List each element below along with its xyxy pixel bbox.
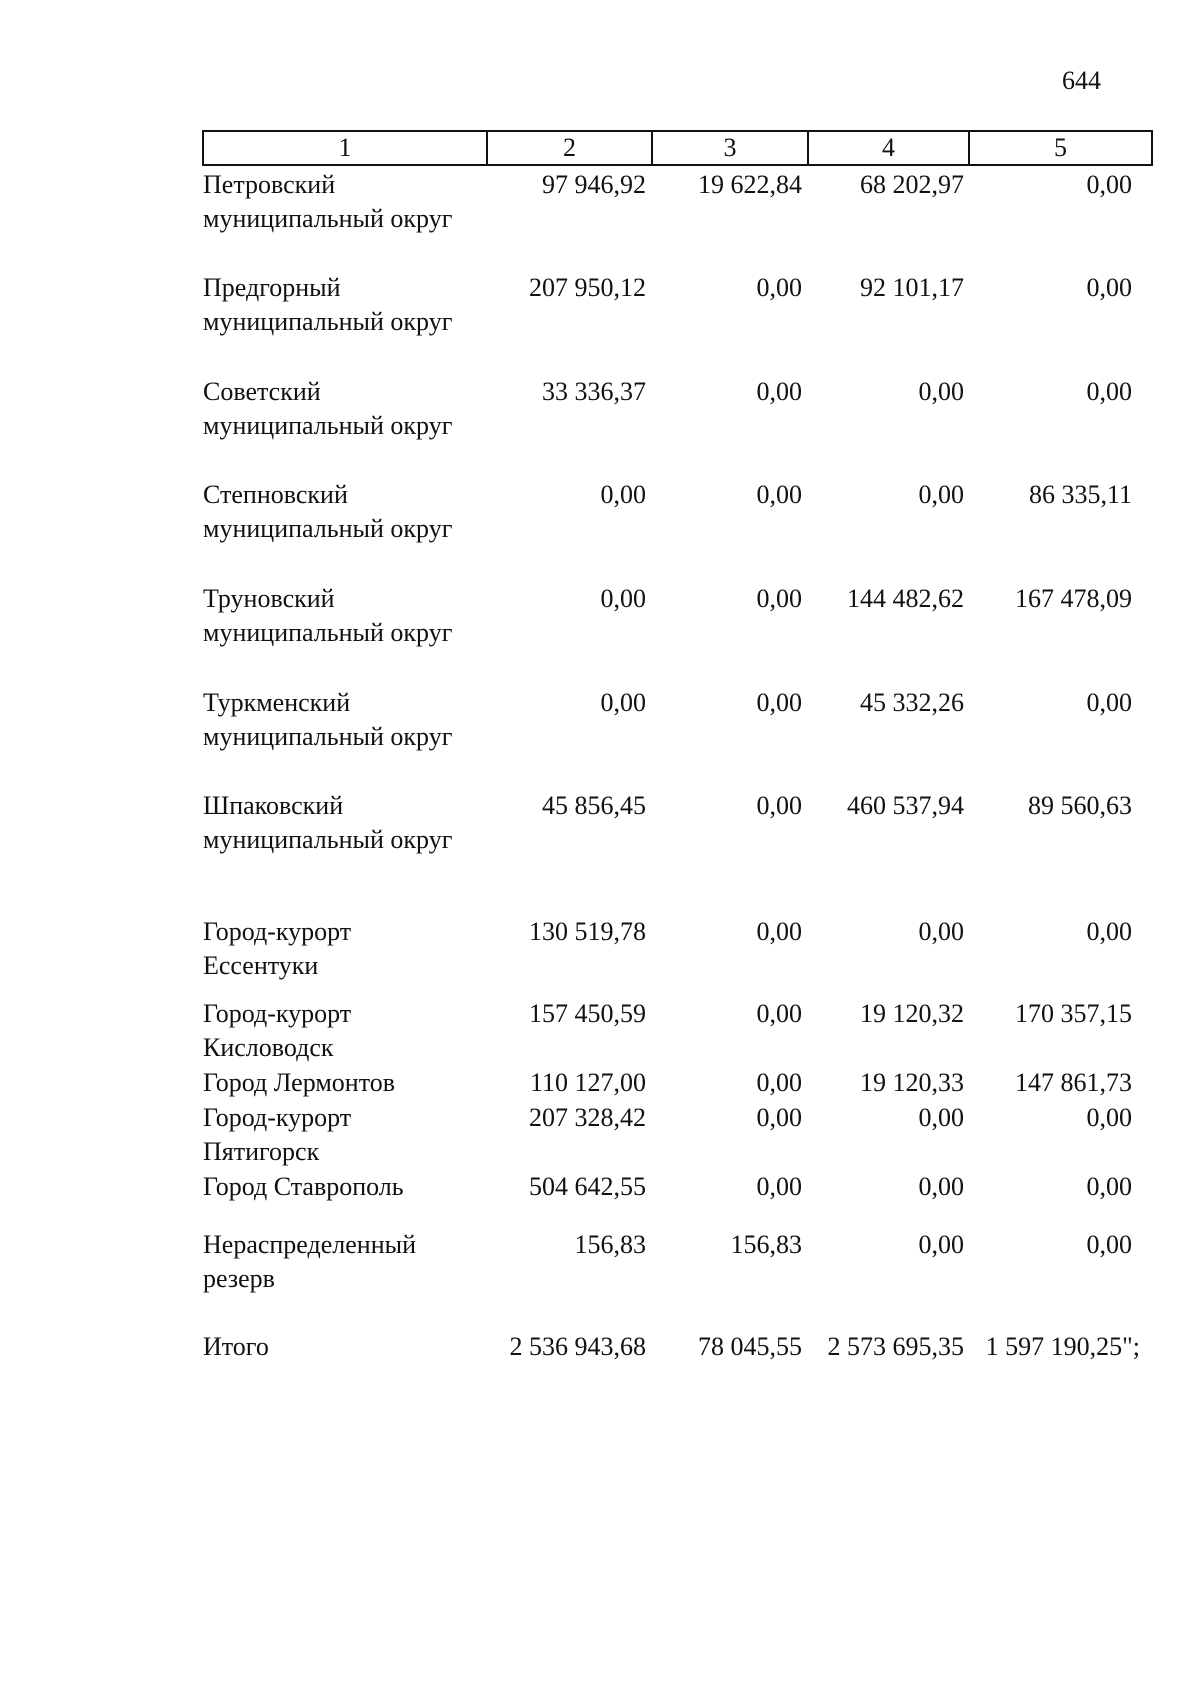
row-name [203,997,453,1065]
cell-col-2: 0,00 [600,584,646,613]
cell-col-5: 0,00 [1086,273,1132,302]
cell-col-4: 0,00 [918,377,964,406]
cell-col-3: 19 622,84 [698,170,802,199]
cell-col-4: 0,00 [918,480,964,509]
row-name [203,582,453,650]
cell-col-3: 0,00 [756,273,802,302]
row-name-line: Город-курорт [203,1103,352,1132]
cell-col-5: 0,00 [1086,688,1132,717]
column-number-header [202,130,1153,166]
row-name-line: Нераспределенный [203,1230,417,1259]
row-name-line: резерв [203,1264,275,1293]
cell-col-5: 170 357,15 [1015,999,1132,1028]
cell-col-3: 0,00 [756,377,802,406]
cell-col-5: 1 597 190,25"; [985,1332,1140,1361]
cell-col-5: 86 335,11 [1028,480,1132,509]
row-name [203,915,453,983]
cell-col-3: 156,83 [730,1230,802,1259]
row-name [203,1066,453,1100]
cell-col-3: 0,00 [756,584,802,613]
cell-col-4: 19 120,32 [860,999,964,1028]
row-name-line: Туркменский [203,688,351,717]
cell-col-5: 0,00 [1086,1172,1132,1201]
row-name-line: Шпаковский [203,791,344,820]
cell-col-3: 0,00 [756,688,802,717]
row-name [203,271,453,339]
cell-col-3: 0,00 [756,1103,802,1132]
cell-col-5: 0,00 [1086,170,1132,199]
row-name-line: Степновский [203,480,348,509]
cell-col-5: 0,00 [1086,1230,1132,1259]
header-col-3: 3 [652,131,808,165]
header-col-2: 2 [487,131,652,165]
cell-col-5: 147 861,73 [1015,1068,1132,1097]
cell-col-3: 0,00 [756,791,802,820]
cell-col-4: 19 120,33 [860,1068,964,1097]
cell-col-4: 0,00 [918,1103,964,1132]
cell-col-3: 0,00 [756,917,802,946]
cell-col-4: 0,00 [918,1172,964,1201]
cell-col-2: 130 519,78 [529,917,646,946]
cell-col-3: 78 045,55 [698,1332,802,1361]
cell-col-2: 45 856,45 [542,791,646,820]
cell-col-2: 157 450,59 [529,999,646,1028]
row-name [203,1330,453,1364]
row-name-line: муниципальный округ [203,514,453,543]
header-col-1: 1 [203,131,487,165]
cell-col-5: 0,00 [1086,1103,1132,1132]
cell-col-4: 0,00 [918,917,964,946]
cell-col-4: 144 482,62 [847,584,964,613]
row-name-line: Город-курорт [203,999,352,1028]
row-name-line: муниципальный округ [203,825,453,854]
row-name [203,168,453,236]
cell-col-5: 89 560,63 [1028,791,1132,820]
row-name [203,789,453,857]
cell-col-4: 92 101,17 [860,273,964,302]
row-name-line: Труновский [203,584,335,613]
row-name-line: муниципальный округ [203,307,453,336]
cell-col-2: 33 336,37 [542,377,646,406]
cell-col-2: 207 950,12 [529,273,646,302]
header-col-4: 4 [808,131,969,165]
row-name [203,1228,453,1296]
row-name-line: муниципальный округ [203,618,453,647]
cell-col-2: 207 328,42 [529,1103,646,1132]
cell-col-2: 156,83 [574,1230,646,1259]
cell-col-2: 2 536 943,68 [509,1332,646,1361]
row-name-line: Петровский [203,170,336,199]
cell-col-3: 0,00 [756,1068,802,1097]
row-name-line: муниципальный округ [203,204,453,233]
cell-col-4: 2 573 695,35 [827,1332,964,1361]
cell-col-3: 0,00 [756,1172,802,1201]
row-name-line: Кисловодск [203,1033,334,1062]
cell-col-5: 167 478,09 [1015,584,1132,613]
page-number: 644 [1062,66,1101,95]
row-name-line: Предгорный [203,273,341,302]
row-name-line: Город Ставрополь [203,1172,404,1201]
row-name-line: Ессентуки [203,951,319,980]
cell-col-4: 460 537,94 [847,791,964,820]
cell-col-2: 0,00 [600,480,646,509]
row-name-line: Город-курорт [203,917,352,946]
cell-col-2: 504 642,55 [529,1172,646,1201]
header-col-5: 5 [969,131,1152,165]
cell-col-5: 0,00 [1086,377,1132,406]
row-name [203,1101,453,1169]
row-name [203,1170,453,1204]
row-name-line: Советский [203,377,321,406]
row-name [203,375,453,443]
row-name [203,686,453,754]
header-row [203,131,1152,165]
cell-col-4: 0,00 [918,1230,964,1259]
row-name-line: Пятигорск [203,1137,320,1166]
row-name-line: муниципальный округ [203,411,453,440]
cell-col-3: 0,00 [756,480,802,509]
cell-col-2: 0,00 [600,688,646,717]
row-name [203,478,453,546]
cell-col-4: 45 332,26 [860,688,964,717]
row-name-line: Город Лермонтов [203,1068,395,1097]
cell-col-4: 68 202,97 [860,170,964,199]
cell-col-2: 110 127,00 [529,1068,646,1097]
row-name-line: муниципальный округ [203,722,453,751]
cell-col-5: 0,00 [1086,917,1132,946]
cell-col-3: 0,00 [756,999,802,1028]
row-name-line: Итого [203,1332,269,1361]
cell-col-2: 97 946,92 [542,170,646,199]
